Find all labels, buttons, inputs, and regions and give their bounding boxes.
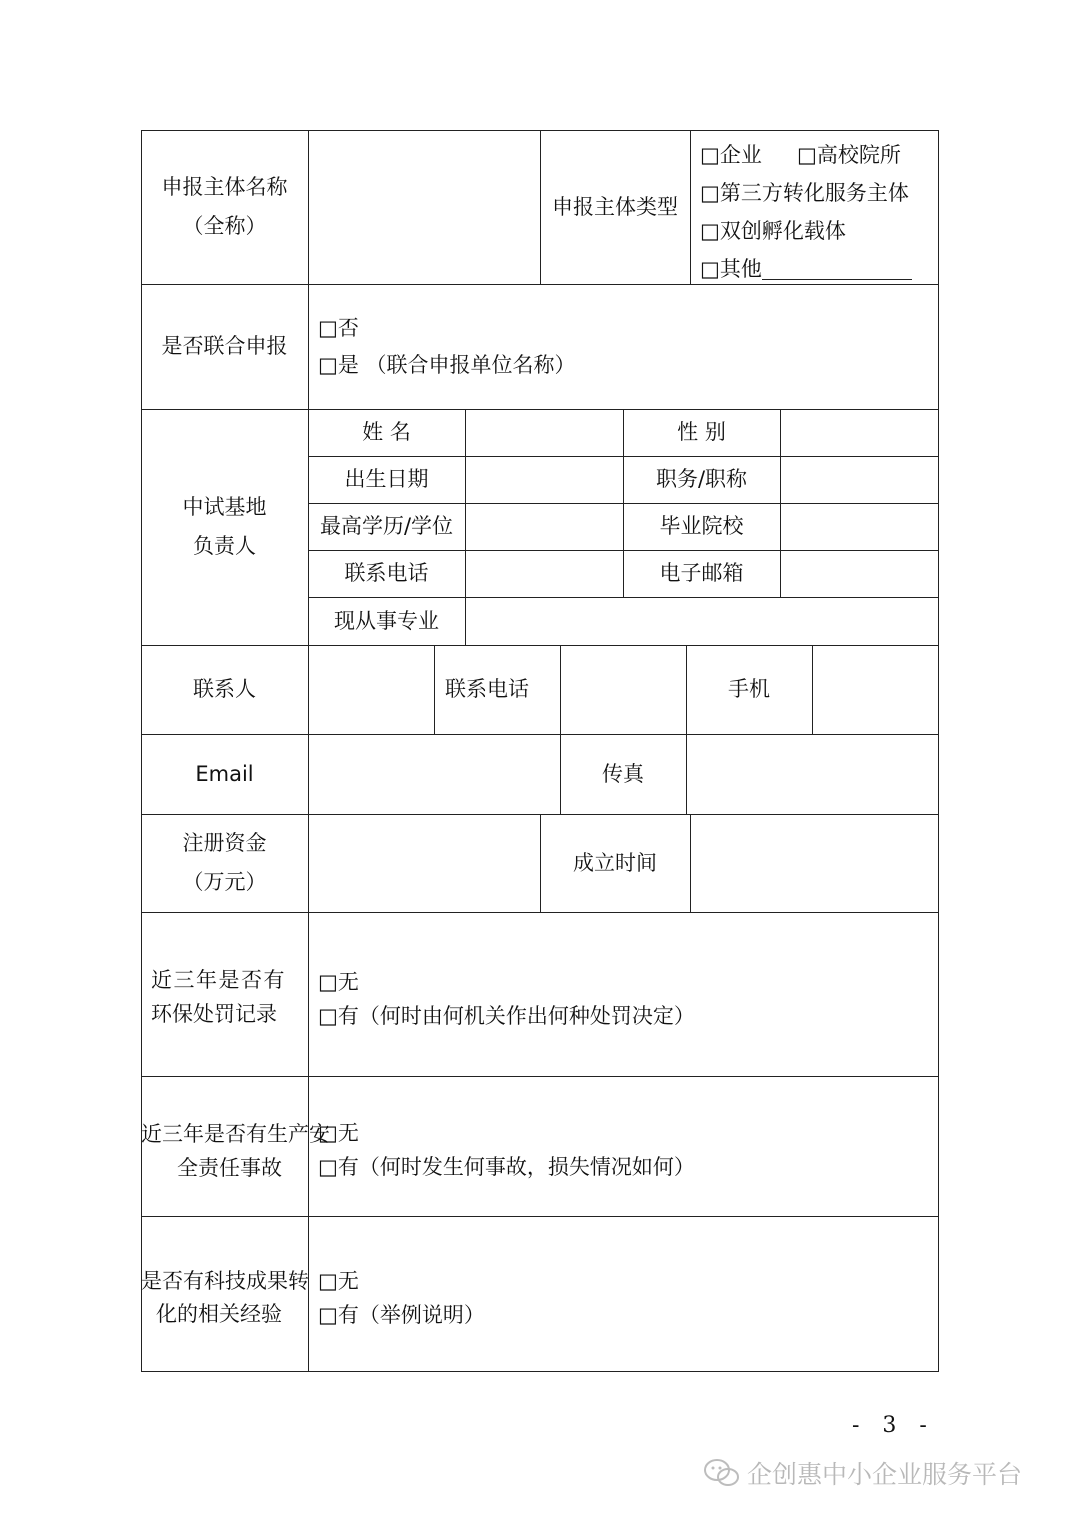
applicant-name-label: 申报主体名称 （全称） xyxy=(161,175,288,238)
manager-major-field[interactable] xyxy=(466,598,938,645)
safety-no-option[interactable]: □无 xyxy=(318,1121,359,1145)
other-blank[interactable] xyxy=(762,261,912,280)
manager-title-field[interactable] xyxy=(781,457,938,503)
tech-yes-option[interactable]: □有（举例说明） xyxy=(318,1303,485,1327)
manager-phone-label: 联系电话 xyxy=(344,561,429,586)
manager-gender-field[interactable] xyxy=(781,410,938,456)
contact-phone-field[interactable] xyxy=(561,646,686,734)
env-no-option[interactable]: □无 xyxy=(318,970,359,994)
established-field[interactable] xyxy=(691,815,938,912)
safety-options xyxy=(318,1123,918,1178)
env-options xyxy=(318,972,918,1027)
safety-label: 近三年是否有生产安 全责任事故 xyxy=(141,1122,330,1180)
mobile-label: 手机 xyxy=(728,677,770,702)
manager-education-label: 最高学历/学位 xyxy=(319,514,454,539)
fax-label: 传真 xyxy=(602,761,644,786)
manager-email-field[interactable] xyxy=(781,551,938,597)
joint-no-option[interactable]: □否 xyxy=(318,316,359,340)
joint-yes-option[interactable]: □是 （联合申报单位名称） xyxy=(318,353,576,377)
manager-school-field[interactable] xyxy=(781,504,938,550)
manager-phone-field[interactable] xyxy=(466,551,623,597)
type-option-service[interactable]: □第三方转化服务主体 xyxy=(700,181,909,205)
mobile-field[interactable] xyxy=(813,646,938,734)
manager-gender-label: 性 别 xyxy=(677,420,726,445)
env-yes-option[interactable]: □有（何时由何机关作出何种处罚决定） xyxy=(318,1004,695,1028)
manager-major-label: 现从事专业 xyxy=(334,608,439,633)
env-label: 近三年是否有 环保处罚记录 xyxy=(151,968,286,1026)
contact-phone-label: 联系电话 xyxy=(445,677,529,702)
email-field[interactable] xyxy=(309,735,560,814)
tech-no-option[interactable]: □无 xyxy=(318,1269,359,1293)
contact-label: 联系人 xyxy=(193,677,256,702)
safety-yes-option[interactable]: □有（何时发生何事故，损失情况如何） xyxy=(318,1155,695,1179)
manager-name-field[interactable] xyxy=(466,410,623,456)
applicant-name-field[interactable] xyxy=(309,131,540,284)
applicant-type-options xyxy=(700,142,936,282)
manager-birth-field[interactable] xyxy=(466,457,623,503)
type-option-incubator[interactable]: □双创孵化载体 xyxy=(700,219,846,243)
tech-label: 是否有科技成果转 化的相关经验 xyxy=(141,1269,309,1326)
capital-field[interactable] xyxy=(309,815,540,912)
applicant-type-label: 申报主体类型 xyxy=(552,194,678,219)
fax-field[interactable] xyxy=(687,735,938,814)
watermark-text: 企创惠中小企业服务平台 xyxy=(747,1460,1023,1489)
established-label: 成立时间 xyxy=(573,850,657,875)
manager-school-label: 毕业院校 xyxy=(659,514,744,539)
type-option-university[interactable]: □高校院所 xyxy=(797,143,901,167)
contact-field[interactable] xyxy=(309,646,434,734)
manager-birth-label: 出生日期 xyxy=(344,467,429,492)
manager-education-field[interactable] xyxy=(466,504,623,550)
tech-options xyxy=(318,1271,918,1326)
capital-label: 注册资金 （万元） xyxy=(182,831,267,894)
type-option-other[interactable]: □其他 xyxy=(700,259,912,280)
type-option-enterprise[interactable]: □企业 xyxy=(700,143,762,167)
manager-email-label: 电子邮箱 xyxy=(659,561,744,586)
email-label: Email xyxy=(195,761,254,786)
manager-label: 中试基地 负责人 xyxy=(182,495,267,558)
joint-options xyxy=(318,318,918,376)
page-number: - 3 - xyxy=(852,1413,935,1438)
watermark xyxy=(703,1456,1022,1490)
manager-name-label: 姓 名 xyxy=(362,420,411,445)
manager-title-label: 职务/职称 xyxy=(655,467,748,492)
joint-label: 是否联合申报 xyxy=(161,334,288,359)
wechat-icon xyxy=(703,1457,741,1489)
